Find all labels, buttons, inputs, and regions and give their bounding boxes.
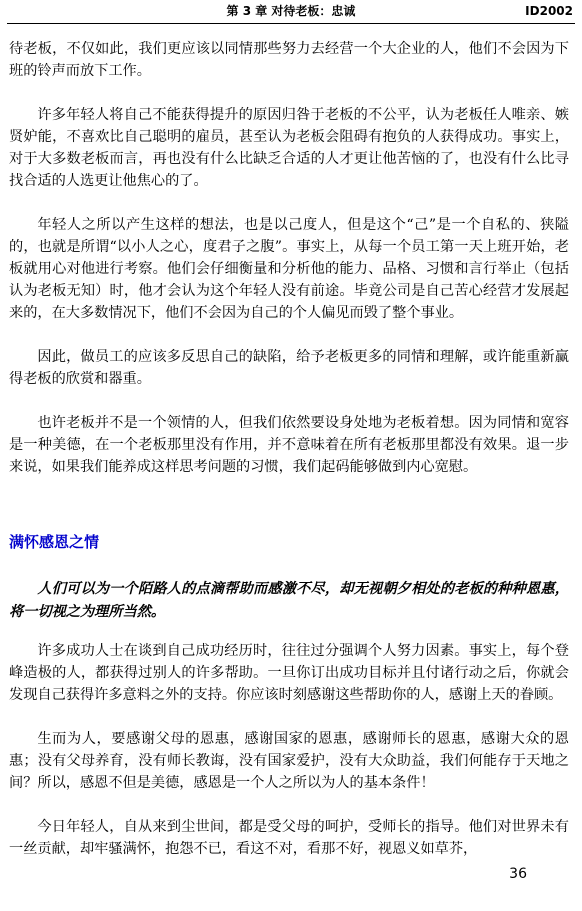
body-text [9, 38, 569, 478]
paragraph: 因此，做员工的应该多反思自己的缺陷，给予老板更多的同情和理解，或许能重新赢得老板的欣赏和器重。 [9, 349, 569, 387]
page-header [7, 0, 575, 24]
document-id: ID2002 [525, 4, 573, 18]
paragraph: 今日年轻人，自从来到尘世间，都是受父母的呵护，受师长的指导。他们对世界未有一丝贡献，却牢骚满怀，抱怨不已，看这不对，看那不好，视恩义如草芥， [9, 819, 569, 857]
section-body-text [9, 640, 569, 860]
section-lead-quote: 人们可以为一个陌路人的点滴帮助而感激不尽，却无视朝夕相处的老板的种种恩惠，将一切视之为理所当然。 [9, 581, 569, 620]
paragraph: 待老板，不仅如此，我们更应该以同情那些努力去经营一个大企业的人，他们不会因为下班的铃声而放下工作。 [9, 41, 569, 79]
paragraph: 也许老板并不是一个领情的人，但我们依然要设身处地为老板着想。因为同情和宽容是一种美德，在一个老板那里没有作用，并不意味着在所有老板那里都没有效果。退一步来说，如果我们能养成这样思考问题的习惯，我们起码能够做到内心宽慰。 [9, 415, 569, 475]
paragraph: 生而为人，要感谢父母的恩惠，感谢国家的恩惠，感谢师长的恩惠，感谢大众的恩惠；没有父母养育，没有师长教诲，没有国家爱护，没有大众助益，我们何能存于天地之间？所以，感恩不但是美德，感恩是一个人之所以为人的基本条件！ [9, 731, 569, 791]
paragraph: 许多成功人士在谈到自己成功经历时，往往过分强调个人努力因素。事实上，每个登峰造极的人，都获得过别人的许多帮助。一旦你订出成功目标并且付诸行动之后，你就会发现自己获得许多意料之外的支持。你应该时刻感谢这些帮助你的人，感谢上天的眷顾。 [9, 643, 569, 703]
page-number: 36 [509, 866, 527, 882]
chapter-title: 第 3 章 对待老板：忠诚 [226, 4, 356, 18]
section-heading: 满怀感恩之情 [9, 533, 100, 551]
paragraph: 许多年轻人将自己不能获得提升的原因归咎于老板的不公平，认为老板任人唯亲、嫉贤妒能，不喜欢比自己聪明的雇员，甚至认为老板会阻碍有抱负的人获得成功。事实上，对于大多数老板而言，再也没有什么比缺乏合适的人才更让他苦恼的了，也没有什么比寻找合适的人选更让他焦心的了。 [9, 107, 569, 189]
paragraph: 年轻人之所以产生这样的想法，也是以己度人，但是这个“己”是一个自私的、狭隘的，也就是所谓“以小人之心，度君子之腹”。事实上，从每一个员工第一天上班开始，老板就用心对他进行考察。他们会仔细衡量和分析他的能力、品格、习惯和言行举止（包括认为老板无知）时，他才会认为这个年轻人没有前途。毕竟公司是自己苦心经营才发展起来的，在大多数情况下，他们不会因为自己的个人偏见而毁了整个事业。 [9, 217, 569, 321]
